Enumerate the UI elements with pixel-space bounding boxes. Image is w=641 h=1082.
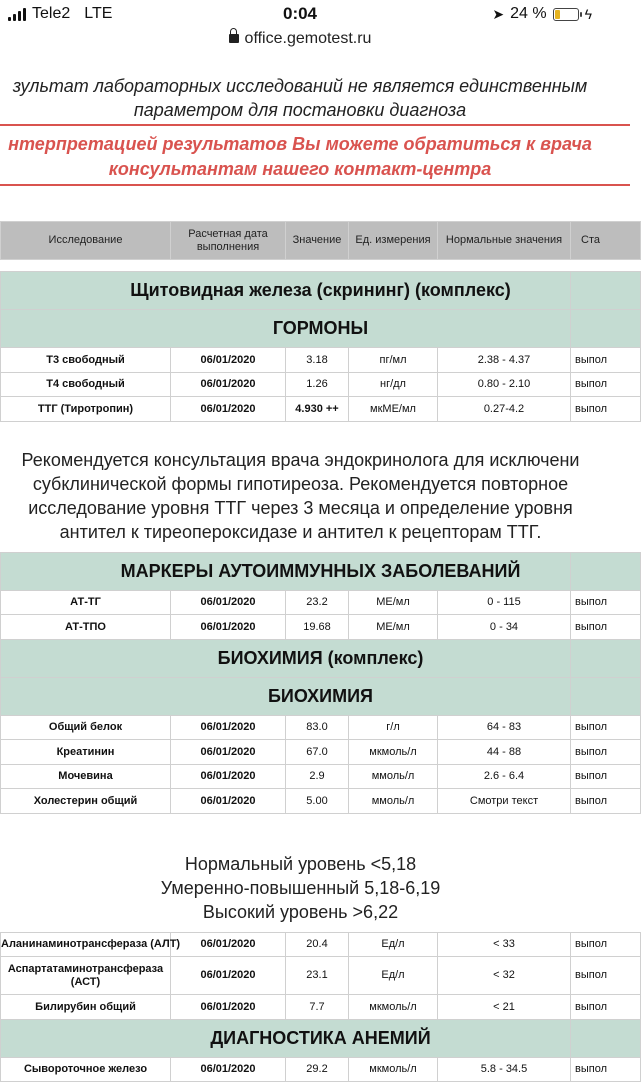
cell-value: 3.18 — [286, 348, 349, 373]
cell-unit: МЕ/мл — [349, 615, 438, 640]
location-arrow-icon: ➤ — [492, 5, 505, 22]
table-row — [1, 348, 641, 373]
cell-status: выпол — [571, 1057, 641, 1082]
section-filler — [571, 1019, 641, 1057]
cell-unit: Ед/л — [349, 932, 438, 957]
cell-unit: ммоль/л — [349, 789, 438, 814]
table-row — [1, 995, 641, 1020]
cell-date: 06/01/2020 — [171, 372, 286, 397]
table-row — [1, 590, 641, 615]
section-filler — [571, 639, 641, 677]
battery-fill — [555, 10, 561, 19]
cell-unit: ммоль/л — [349, 764, 438, 789]
cell-status: выпол — [571, 615, 641, 640]
cell-unit: МЕ/мл — [349, 590, 438, 615]
table-row — [1, 715, 641, 740]
cell-name: АТ-ТГ — [1, 590, 171, 615]
header-date: Расчетная дата выполнения — [171, 222, 286, 260]
cell-unit: мкмоль/л — [349, 740, 438, 765]
cell-status: выпол — [571, 957, 641, 995]
cell-value: 19.68 — [286, 615, 349, 640]
cell-value: 83.0 — [286, 715, 349, 740]
table-row — [1, 615, 641, 640]
cell-value: 67.0 — [286, 740, 349, 765]
cell-date: 06/01/2020 — [171, 957, 286, 995]
cell-status: выпол — [571, 764, 641, 789]
section-filler — [571, 272, 641, 310]
cell-status: выпол — [571, 348, 641, 373]
header-value: Значение — [286, 222, 349, 260]
cell-status: выпол — [571, 740, 641, 765]
cell-value: 1.26 — [286, 372, 349, 397]
cell-name: Сывороточное железо — [1, 1057, 171, 1082]
disclaimer — [0, 74, 640, 122]
comment-line: антител к тиреопероксидазе и антител к рецепторам ТТГ. — [59, 521, 542, 542]
section-row — [1, 310, 641, 348]
battery-percent: 24 % — [510, 5, 547, 22]
cell-unit: Ед/л — [349, 957, 438, 995]
cell-date: 06/01/2020 — [171, 1057, 286, 1082]
table-row — [1, 764, 641, 789]
cell-normal: 0.80 - 2.10 — [438, 372, 571, 397]
comment-line: Рекомендуется консультация врача эндокринолога для исключени — [21, 449, 580, 470]
cell-value: 4.930 ++ — [286, 397, 349, 422]
comment-line: Высокий уровень >6,22 — [202, 901, 399, 922]
cell-name: Холестерин общий — [1, 789, 171, 814]
cell-date: 06/01/2020 — [171, 932, 286, 957]
cell-date: 06/01/2020 — [171, 740, 286, 765]
cell-name: Т3 свободный — [1, 348, 171, 373]
disclaimer-line: параметром для постановки диагноза — [133, 100, 467, 120]
header-test: Исследование — [1, 222, 171, 260]
cell-name: Аспартатаминотрансфераза (АСТ) — [1, 957, 171, 995]
status-right — [492, 5, 592, 23]
table-row — [1, 789, 641, 814]
cell-date: 06/01/2020 — [171, 764, 286, 789]
cell-normal: 5.8 - 34.5 — [438, 1057, 571, 1082]
cell-normal: 64 - 83 — [438, 715, 571, 740]
cell-value: 2.9 — [286, 764, 349, 789]
comment-cell — [1, 421, 641, 552]
cell-value: 23.1 — [286, 957, 349, 995]
lock-icon — [229, 34, 239, 43]
comment-text — [0, 448, 631, 544]
notice-line: консультантам нашего контакт-центра — [108, 159, 492, 179]
cell-value: 23.2 — [286, 590, 349, 615]
cell-normal: 0 - 115 — [438, 590, 571, 615]
section-row — [1, 272, 641, 310]
cell-value: 5.00 — [286, 789, 349, 814]
cell-status: выпол — [571, 932, 641, 957]
cell-status: выпол — [571, 789, 641, 814]
section-title: БИОХИМИЯ — [1, 677, 571, 715]
cell-unit: пг/мл — [349, 348, 438, 373]
cell-date: 06/01/2020 — [171, 995, 286, 1020]
cell-unit: мкмоль/л — [349, 1057, 438, 1082]
comment-row — [1, 813, 641, 932]
cell-value: 7.7 — [286, 995, 349, 1020]
cell-status: выпол — [571, 372, 641, 397]
cell-normal: 2.38 - 4.37 — [438, 348, 571, 373]
section-row — [1, 639, 641, 677]
cell-name: ТТГ (Тиротропин) — [1, 397, 171, 422]
url-text: office.gemotest.ru — [244, 30, 372, 47]
cell-date: 06/01/2020 — [171, 590, 286, 615]
cell-name: Мочевина — [1, 764, 171, 789]
cell-date: 06/01/2020 — [171, 615, 286, 640]
cell-normal: 44 - 88 — [438, 740, 571, 765]
cell-normal: Смотри текст — [438, 789, 571, 814]
cell-unit: мкМЕ/мл — [349, 397, 438, 422]
comment-line: субклинической формы гипотиреоза. Рекомендуется повторное — [32, 473, 569, 494]
comment-cell — [1, 813, 641, 932]
cell-normal: < 33 — [438, 932, 571, 957]
notice-text — [0, 132, 640, 182]
cell-status: выпол — [571, 715, 641, 740]
section-row — [1, 552, 641, 590]
clock: 0:04 — [282, 4, 318, 23]
cell-name: Билирубин общий — [1, 995, 171, 1020]
cell-unit: г/л — [349, 715, 438, 740]
cell-date: 06/01/2020 — [171, 397, 286, 422]
section-filler — [571, 552, 641, 590]
cell-date: 06/01/2020 — [171, 715, 286, 740]
comment-line: Умеренно-повышенный 5,18-6,19 — [160, 877, 441, 898]
results-table — [0, 221, 641, 1082]
table-row — [1, 740, 641, 765]
section-filler — [571, 677, 641, 715]
section-row — [1, 677, 641, 715]
header-normal: Нормальные значения — [438, 222, 571, 260]
cell-normal: 0.27-4.2 — [438, 397, 571, 422]
comment-row — [1, 421, 641, 552]
table-header — [1, 222, 641, 260]
notice-line: нтерпретацией результатов Вы можете обратиться к врача — [8, 134, 592, 154]
cell-status: выпол — [571, 995, 641, 1020]
section-title: ГОРМОНЫ — [1, 310, 571, 348]
table-row — [1, 957, 641, 995]
header-status: Ста — [571, 222, 641, 260]
comment-line: Нормальный уровень <5,18 — [184, 853, 417, 874]
table-row — [1, 932, 641, 957]
cell-value: 20.4 — [286, 932, 349, 957]
table-row — [1, 372, 641, 397]
network-label: LTE — [84, 5, 113, 22]
cell-status: выпол — [571, 590, 641, 615]
status-bar — [0, 0, 600, 30]
cell-unit: нг/дл — [349, 372, 438, 397]
cell-name: Креатинин — [1, 740, 171, 765]
disclaimer-line: зультат лабораторных исследований не является единственным — [12, 76, 588, 96]
cell-normal: < 32 — [438, 957, 571, 995]
cell-name: Общий белок — [1, 715, 171, 740]
cell-name: АТ-ТПО — [1, 615, 171, 640]
header-unit: Ед. измерения — [349, 222, 438, 260]
carrier-label: Tele2 — [32, 5, 71, 22]
cell-status: выпол — [571, 397, 641, 422]
table-row — [1, 1057, 641, 1082]
comment-text — [0, 852, 631, 924]
cell-name: Аланинаминотрансфераза (АЛТ) — [1, 932, 171, 957]
section-title: БИОХИМИЯ (комплекс) — [1, 639, 571, 677]
battery-icon — [553, 8, 579, 21]
section-title: МАРКЕРЫ АУТОИММУННЫХ ЗАБОЛЕВАНИЙ — [1, 552, 571, 590]
section-title: ДИАГНОСТИКА АНЕМИЙ — [1, 1019, 571, 1057]
cell-normal: 2.6 - 6.4 — [438, 764, 571, 789]
cell-normal: 0 - 34 — [438, 615, 571, 640]
cell-unit: мкмоль/л — [349, 995, 438, 1020]
charging-icon: ϟ — [584, 6, 592, 22]
address-bar[interactable] — [0, 30, 600, 48]
section-title: Щитовидная железа (скрининг) (комплекс) — [1, 272, 571, 310]
table-row — [1, 397, 641, 422]
cell-normal: < 21 — [438, 995, 571, 1020]
cell-date: 06/01/2020 — [171, 348, 286, 373]
section-filler — [571, 310, 641, 348]
cell-date: 06/01/2020 — [171, 789, 286, 814]
comment-line: исследование уровня ТТГ через 3 месяца и определение уровня — [28, 497, 573, 518]
section-row — [1, 1019, 641, 1057]
cell-value: 29.2 — [286, 1057, 349, 1082]
cell-name: Т4 свободный — [1, 372, 171, 397]
